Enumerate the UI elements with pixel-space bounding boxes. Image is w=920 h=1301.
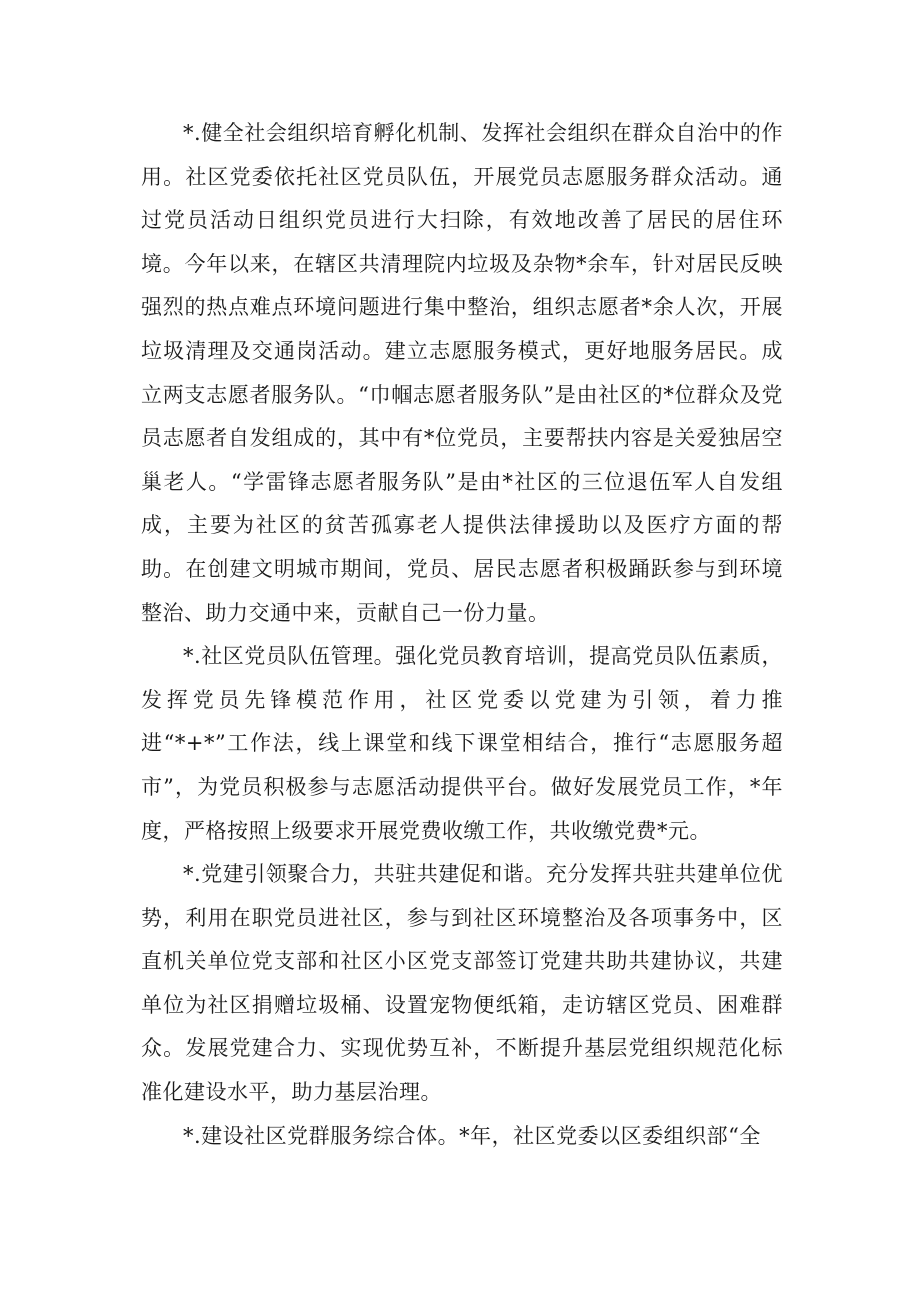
document-body (141, 112, 783, 1158)
paragraph-service-complex: *.建设社区党群服务综合体。*年，社区党委以区委组织部“全 (183, 1123, 761, 1148)
paragraph-party-member-management: *.社区党员队伍管理。强化党员教育培训，提高党员队伍素质，发挥党员先锋模范作用，社区党委以党建为引领，着力推进“*+*”工作法，线上课堂和线下课堂相结合，推行“志愿服务超市”，为党员积极参与志愿活动提供平台。做好发展党员工作，*年度，严格按照上级要求开展党费收缴工作，共收缴党费*元。 (141, 644, 783, 843)
paragraph-social-organizations: *.健全社会组织培育孵化机制、发挥社会组织在群众自治中的作用。社区党委依托社区党员队伍，开展党员志愿服务群众活动。通过党员活动日组织党员进行大扫除，有效地改善了居民的居住环境。今年以来，在辖区共清理院内垃圾及杂物*余车，针对居民反映强烈的热点难点环境问题进行集中整治，组织志愿者*余人次，开展垃圾清理及交通岗活动。建立志愿服务模式，更好地服务居民。成立两支志愿者服务队。“巾帼志愿者服务队”是由社区的*位群众及党员志愿者自发组成的，其中有*位党员，主要帮扶内容是关爱独居空巢老人。“学雷锋志愿者服务队”是由*社区的三位退伍军人自发组成，主要为社区的贫苦孤寡老人提供法律援助以及医疗方面的帮助。在创建文明城市期间，党员、居民志愿者积极踊跃参与到环境整治、助力交通中来，贡献自己一份力量。 (141, 121, 783, 625)
paragraph-co-construction: *.党建引领聚合力，共驻共建促和谐。充分发挥共驻共建单位优势，利用在职党员进社区，参与到社区环境整治及各项事务中，区直机关单位党支部和社区小区党支部签订党建共助共建协议，共建单位为社区捐赠垃圾桶、设置宠物便纸箱，走访辖区党员、困难群众。发展党建合力、实现优势互补，不断提升基层党组织规范化标准化建设水平，助力基层治理。 (141, 862, 783, 1105)
